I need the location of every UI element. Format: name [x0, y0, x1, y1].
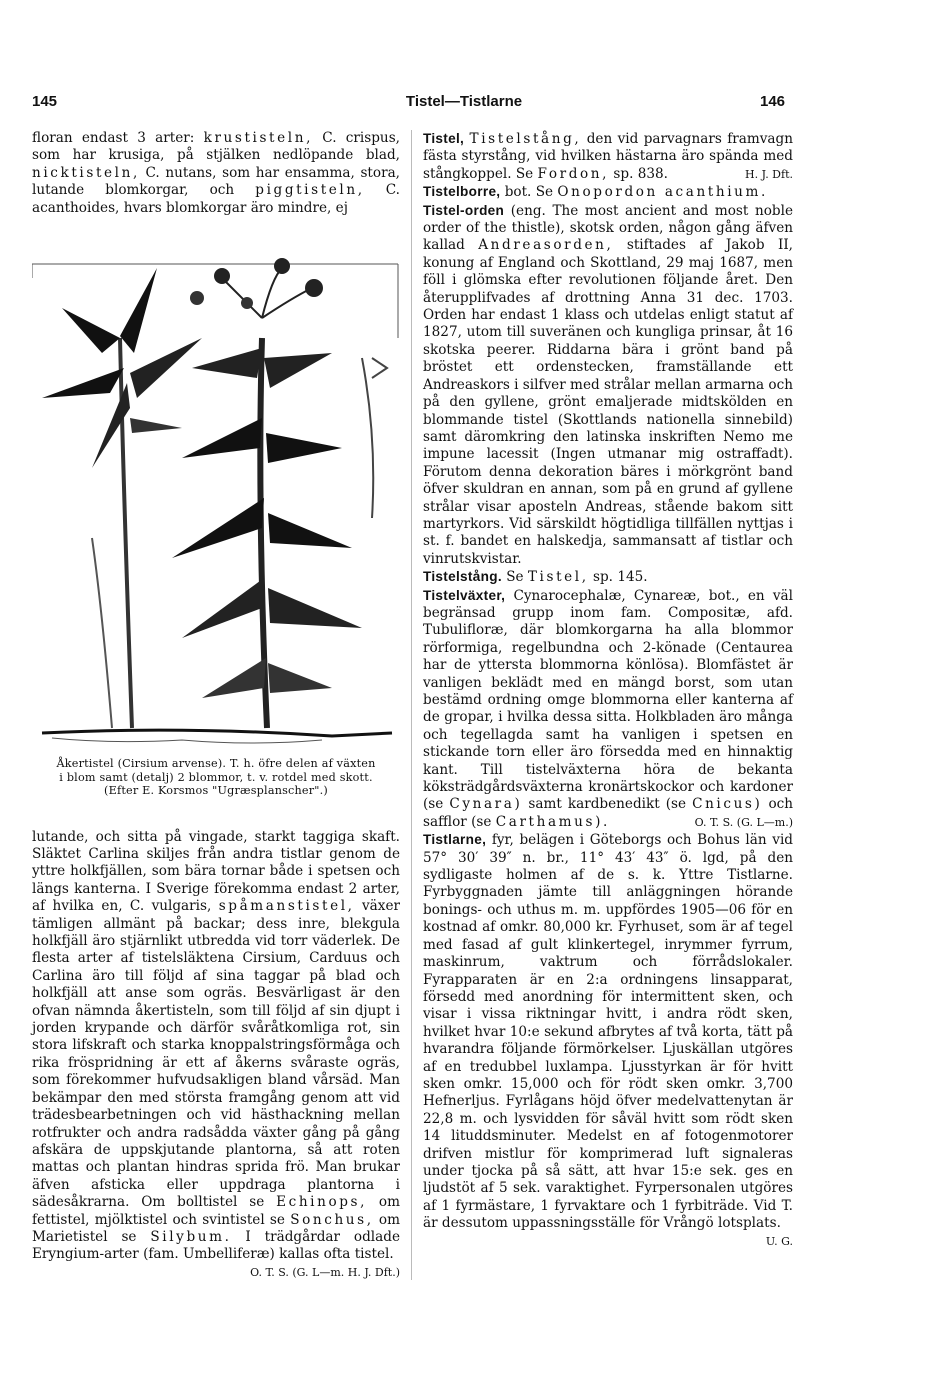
- page-number-left: 145: [32, 93, 58, 110]
- entry-tistel: Tistel, Tistelstång, den vid parvagnars framvagn fästa styrstång, vid hvilken hästarna äro spända med stångkoppel. Se Fordon, sp. 838. H. J. Dft.: [423, 131, 793, 182]
- headword: Tistlarne,: [423, 832, 487, 848]
- paragraph: floran endast 3 arter: krustisteln, C. crispus, som har krusiga, på stjälken nedlöpande blad, nicktisteln, C. nutans, som har ensamma, stora, lutande blomkorgar, och piggtisteln, C. acanthoides, hvars blomkorgar äro mindre, ej: [32, 130, 400, 216]
- left-column-bottom: [32, 815, 400, 1281]
- left-column-top: [32, 130, 400, 217]
- thistle-illustration: [32, 258, 400, 748]
- entry-tistlarne: Tistlarne, fyr, belägen i Göteborgs och Bohus län vid 57° 30′ 39″ n. br., 11° 43′ 43″ ö. lgd, på den sydligaste holmen af de s. k. Yttre Tistlarne. Fyrbyggnaden jämte till anläggningen hörande bonings- och uthus m. m. uppfördes 1905—06 för en kostnad af omkr. 80,000 kr. Fyrhuset, som är af tegel med fasad af gult klinkertegel, inrymmer fyrrum, maskinrum, vaktrum och förrådslokaler. Fyrapparaten är en 2:a ordningens linsapparat, försedd med anordning för intermittent sken, och visar i vissa riktningar hvitt, i andra rödt sken, hvilket hvar 10:e sekund afbrytes af två korta, tätt på hvarandra följande förmörkelser. Ljuskällan utgöres af en tredubbel luxlampa. Ljusstyrkan är för hvitt sken omkr. 15,000 och för rödt sken omkr. 3,700 Hefnerljus. Fyrlågans höjd öfver medelvattenytan är 22,8 m. och lysvidden för såväl hvitt som rödt sken 14 lituddsminuter. Medelst en af fotogenmotorer drifven mistlur för komprimerad luft signaleras under tjocka på så sätt, att hvar 15:e sek. ges en ljudstöt af 5 sek. varaktighet. Fyrpersonalen utgöres af 1 fyrmästare, 1 fyrvaktare och 1 fyrbiträde. Vid T. är dessutom uppassningsställe för Vrångö lotsplats. U. G.: [423, 831, 793, 1232]
- headword: Tistelstång.: [423, 569, 502, 585]
- right-column: [423, 130, 793, 1250]
- headword: Tistelväxter,: [423, 587, 506, 603]
- signature: O. T. S. (G. L—m.): [694, 815, 793, 829]
- caption-line: (Efter E. Korsmos "Ugræsplanscher".): [104, 784, 328, 798]
- caption-line: Åkertistel (Cirsium arvense). T. h. öfre delen af växten: [56, 757, 376, 770]
- entry-tistelborre: Tistelborre, bot. Se Onopordon acanthium.: [423, 184, 768, 201]
- page-number-right: 146: [760, 93, 786, 110]
- paragraph: lutande, och sitta på vingade, starkt taggiga skaft. Släktet Carlina skiljes från andra tistlar genom de yttre holkfjällen, som bära tornar både i spetsen och längs kanterna. I Sverige förekomma endast 2 arter, af hvilka en, C. vulgaris, spåmanstistel, växer tämligen allmänt på backar; dess inre, blekgula holkfjäll äro stjärnlikt utbredda vid torr väderlek. De flesta arter af tistelsläktena Cirsium, Carduus och Carlina äro till följd af sina taggar på blad och holkfjäll att anse som ogräs. Besvärligast är den ofvan nämnda åkertisteln, som till följd af sin djupt i jorden krypande och därför svåråtkomliga rot, sin stora lifskraft och starka knoppalstringsförmåga och rika fröspridning är ett af åkerns svåraste ogräs, som förekommer hufvudsakligen bland vårsäd. Man bekämpar den med största framgång genom att vid trädesbearbetningen och vid hästhackning mellan rotfrukter och andra radsådda växter gång på gång afskära de uppskjutande plantorna, så att roten mattas och plantan hindras sprida frö. Man brukar äfven afsticka eller uppdraga plantorna i sädesåkrarna. Om bolltistel se Echinops, om fettistel, mjölktistel och svintistel se Sonchus, om Marietistel se Silybum. I trädgårdar odlade Eryngium-arter (fam. Umbelliferæ) kallas ofta tistel. O. T. S. (G. L—m. H. J. Dft.): [32, 829, 400, 1264]
- figure-caption: [32, 757, 400, 798]
- running-title: Tistel—Tistlarne: [405, 93, 523, 110]
- signature: O. T. S. (G. L—m. H. J. Dft.): [250, 1265, 400, 1279]
- entry-tistel-orden: Tistel-orden (eng. The most ancient and most noble order of the thistle), skotsk orden, någon gång äfven kallad Andreasorden, stiftades af Jakob II, konung af England och Skottland, 29 maj 1687, men föll i glömska efter revolutionen följande året. Den återupplifvades af drottning Anna 31 dec. 1703. Orden har endast 1 klass och utdelas enligt statut af 1827, utom till suveränen och kungliga prinsar, åt 16 skotska peerer. Riddarna bära i grönt band på bröstet ett ordenstecken, framställande ett Andreaskors i silfver med strålar mellan armarna och på den gyllene, grönt emaljerade midtskölden en blommande tistel (Skottlands nationella sinnebild) samt däromkring den latinska inskriften Nemo me impune lacessit (Ingen utmanar mig ostraffadt). Förutom denna dekoration bäres i mörkgrönt band öfver skuldran en annan, som på en grund af gyllene strålar visar aposteln Andreas, stående bakom sitt martyrkors. Vid särskildt högtidliga tillfällen nyttjas i st. f. bandet en halskedja, sammansatt af tistlar och vinrutskvistar.: [423, 202, 794, 567]
- signature: H. J. Dft.: [745, 167, 793, 181]
- entry-tistelstang: Tistelstång. Se Tistel, sp. 145.: [423, 569, 648, 586]
- caption-line: i blom samt (detalj) 2 blommor, t. v. rotdel med skott.: [59, 770, 373, 784]
- headword: Tistelborre,: [423, 184, 501, 200]
- headword: Tistel,: [423, 131, 465, 146]
- entry-tistelvaxter: Tistelväxter, Cynarocephalæ, Cynareæ, bot., en väl begränsad grupp inom fam. Compositæ, afd. Tubulifloræ, där blomkorgarna ha alla blommor rörformiga, regelbundna och 2-könade (Centaurea har de yttersta blommorna könlösa). Blomfästet är vanligen beklädt med en mängd borst, som utan bestämd ordning omge blommorna eller kanterna af de gropar, i hvilka dessa sitta. Holkbladen äro många och tegellagda samt ha vanligen i spetsen en stickande torn eller äro försedda med en hinnaktig kant. Till tistelväxterna höra de bekanta köksträdgårdsväxterna kronärtskockor och kardoner (se Cynara) samt kardbenedikt (se Cnicus) och safflor (se Carthamus). O. T. S. (G. L—m.): [423, 587, 793, 830]
- headword: Tistel-orden: [423, 202, 505, 218]
- column-separator: [411, 130, 412, 1280]
- signature: U. G.: [765, 1234, 793, 1248]
